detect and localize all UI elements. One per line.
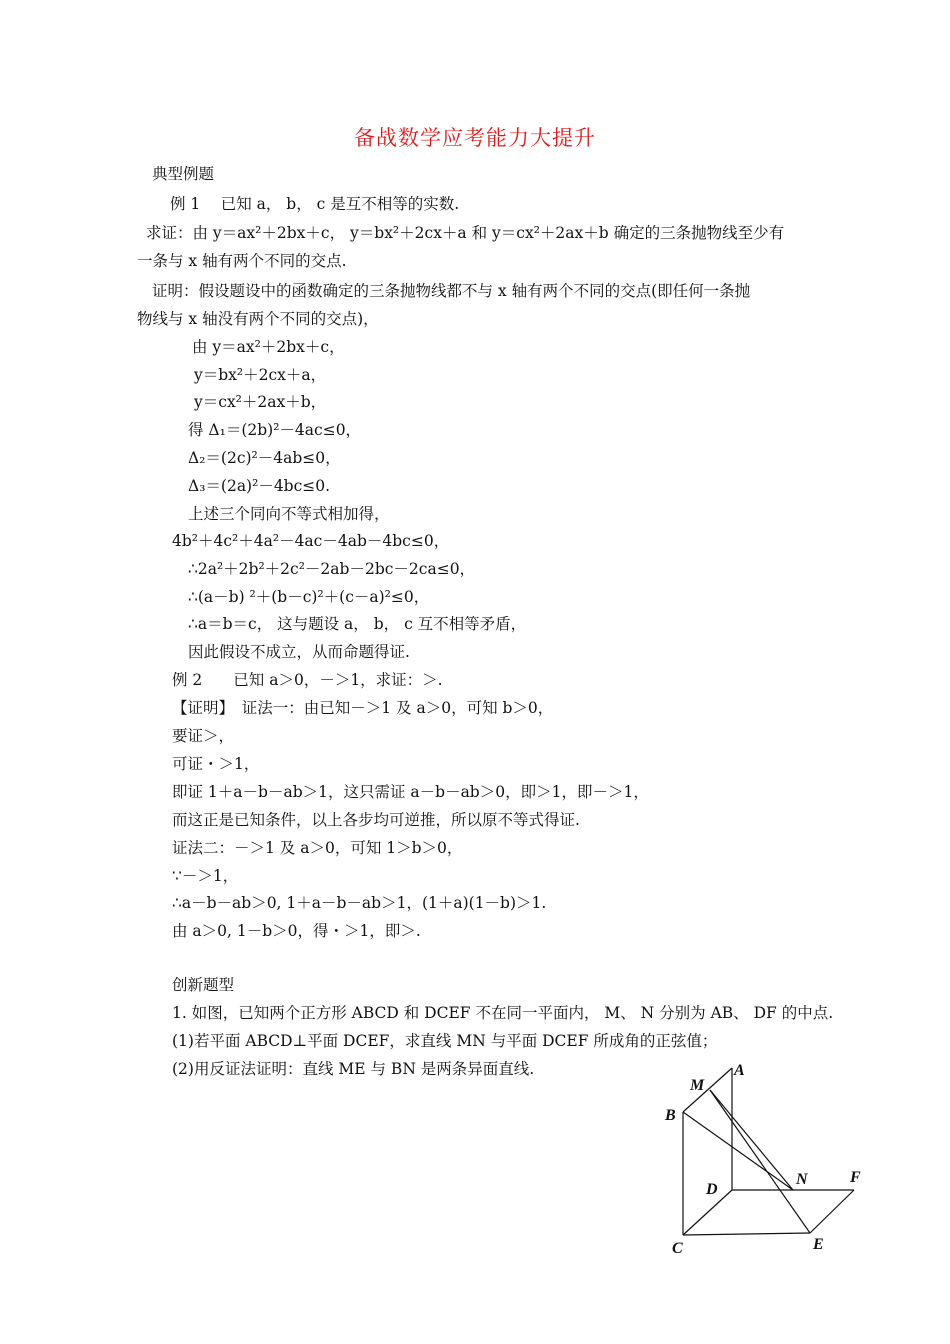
proof-line: 上述三个同向不等式相加得， <box>188 505 390 523</box>
proof-line: ∴(a－b) ²＋(b－c)²＋(c－a)²≤0， <box>188 588 430 606</box>
example-1-claim: 求证：由 y＝ax²＋2bx＋c， y＝bx²＋2cx＋a 和 y＝cx²＋2ax＋b 确定的三条抛物线至少有 <box>146 224 785 242</box>
edge-fe <box>810 1190 854 1233</box>
problem-part-1: (1)若平面 ABCD⊥平面 DCEF，求直线 MN 与平面 DCEF 所成角的正弦值； <box>172 1032 718 1050</box>
example-2-statement: 例 2 已知 a＞0，－＞1，求证：＞. <box>172 671 443 689</box>
label-f: F <box>850 1169 861 1186</box>
example-1-claim: 一条与 x 轴有两个不同的交点. <box>137 252 347 270</box>
proof-line: 由 y＝ax²＋2bx＋c， <box>192 338 345 356</box>
proof-line: ∴2a²＋2b²＋2c²－2ab－2bc－2ca≤0， <box>188 560 476 578</box>
proof-line: 【证明】 证法一：由已知－＞1 及 a＞0，可知 b＞0， <box>172 699 554 717</box>
proof-line: 证法二：－＞1 及 a＞0，可知 1＞b＞0， <box>172 839 463 857</box>
edge-ce <box>683 1233 810 1235</box>
proof-line: Δ₃＝(2a)²－4bc≤0. <box>188 477 331 495</box>
proof-line: ∴a＝b＝c， 这与题设 a， b， c 互不相等矛盾， <box>188 615 527 633</box>
geometry-figure <box>660 1060 880 1260</box>
label-a: A <box>734 1062 745 1079</box>
proof-line: 即证 1＋a－b－ab＞1，这只需证 a－b－ab＞0，即＞1，即－＞1， <box>172 783 649 801</box>
proof-line: y＝bx²＋2cx＋a， <box>194 366 327 384</box>
proof-line: 要证＞， <box>172 727 235 745</box>
proof-line: 而这正是已知条件，以上各步均可逆推，所以原不等式得证. <box>172 811 580 829</box>
proof-line: 4b²＋4c²＋4a²－4ac－4ab－4bc≤0， <box>172 532 450 550</box>
section-heading: 创新题型 <box>172 976 235 994</box>
label-n: N <box>796 1171 808 1188</box>
label-c: C <box>672 1240 683 1257</box>
label-d: D <box>706 1181 718 1198</box>
example-1-statement: 例 1 已知 a， b， c 是互不相等的实数. <box>170 195 460 213</box>
proof-line: 因此假设不成立，从而命题得证. <box>188 643 410 661</box>
problem-statement: 1. 如图，已知两个正方形 ABCD 和 DCEF 不在同一平面内， M、 N 分别为 AB、 DF 的中点. <box>172 1004 834 1022</box>
proof-line: 得 Δ₁＝(2b)²－4ac≤0， <box>188 421 362 439</box>
page-title: 备战数学应考能力大提升 <box>354 126 596 150</box>
proof-line: ∴a－b－ab＞0, 1＋a－b－ab＞1，(1＋a)(1－b)＞1. <box>172 894 547 912</box>
segment-me <box>710 1090 810 1233</box>
proof-line: 物线与 x 轴没有两个不同的交点)， <box>137 310 379 328</box>
proof-line: 证明：假设题设中的函数确定的三条抛物线都不与 x 轴有两个不同的交点(即任何一条抛 <box>152 282 751 300</box>
label-b: B <box>665 1107 676 1124</box>
problem-part-2: (2)用反证法证明：直线 ME 与 BN 是两条异面直线. <box>172 1060 535 1078</box>
label-e: E <box>813 1236 824 1253</box>
proof-line: ∵－＞1， <box>172 867 239 885</box>
proof-line: Δ₂＝(2c)²－4ab≤0， <box>188 449 341 467</box>
proof-line: 可证・＞1， <box>172 755 260 773</box>
section-heading: 典型例题 <box>152 165 215 183</box>
label-m: M <box>690 1077 705 1094</box>
proof-line: y＝cx²＋2ax＋b， <box>194 393 327 411</box>
proof-line: 由 a＞0, 1－b＞0，得・＞1，即＞. <box>172 922 421 940</box>
